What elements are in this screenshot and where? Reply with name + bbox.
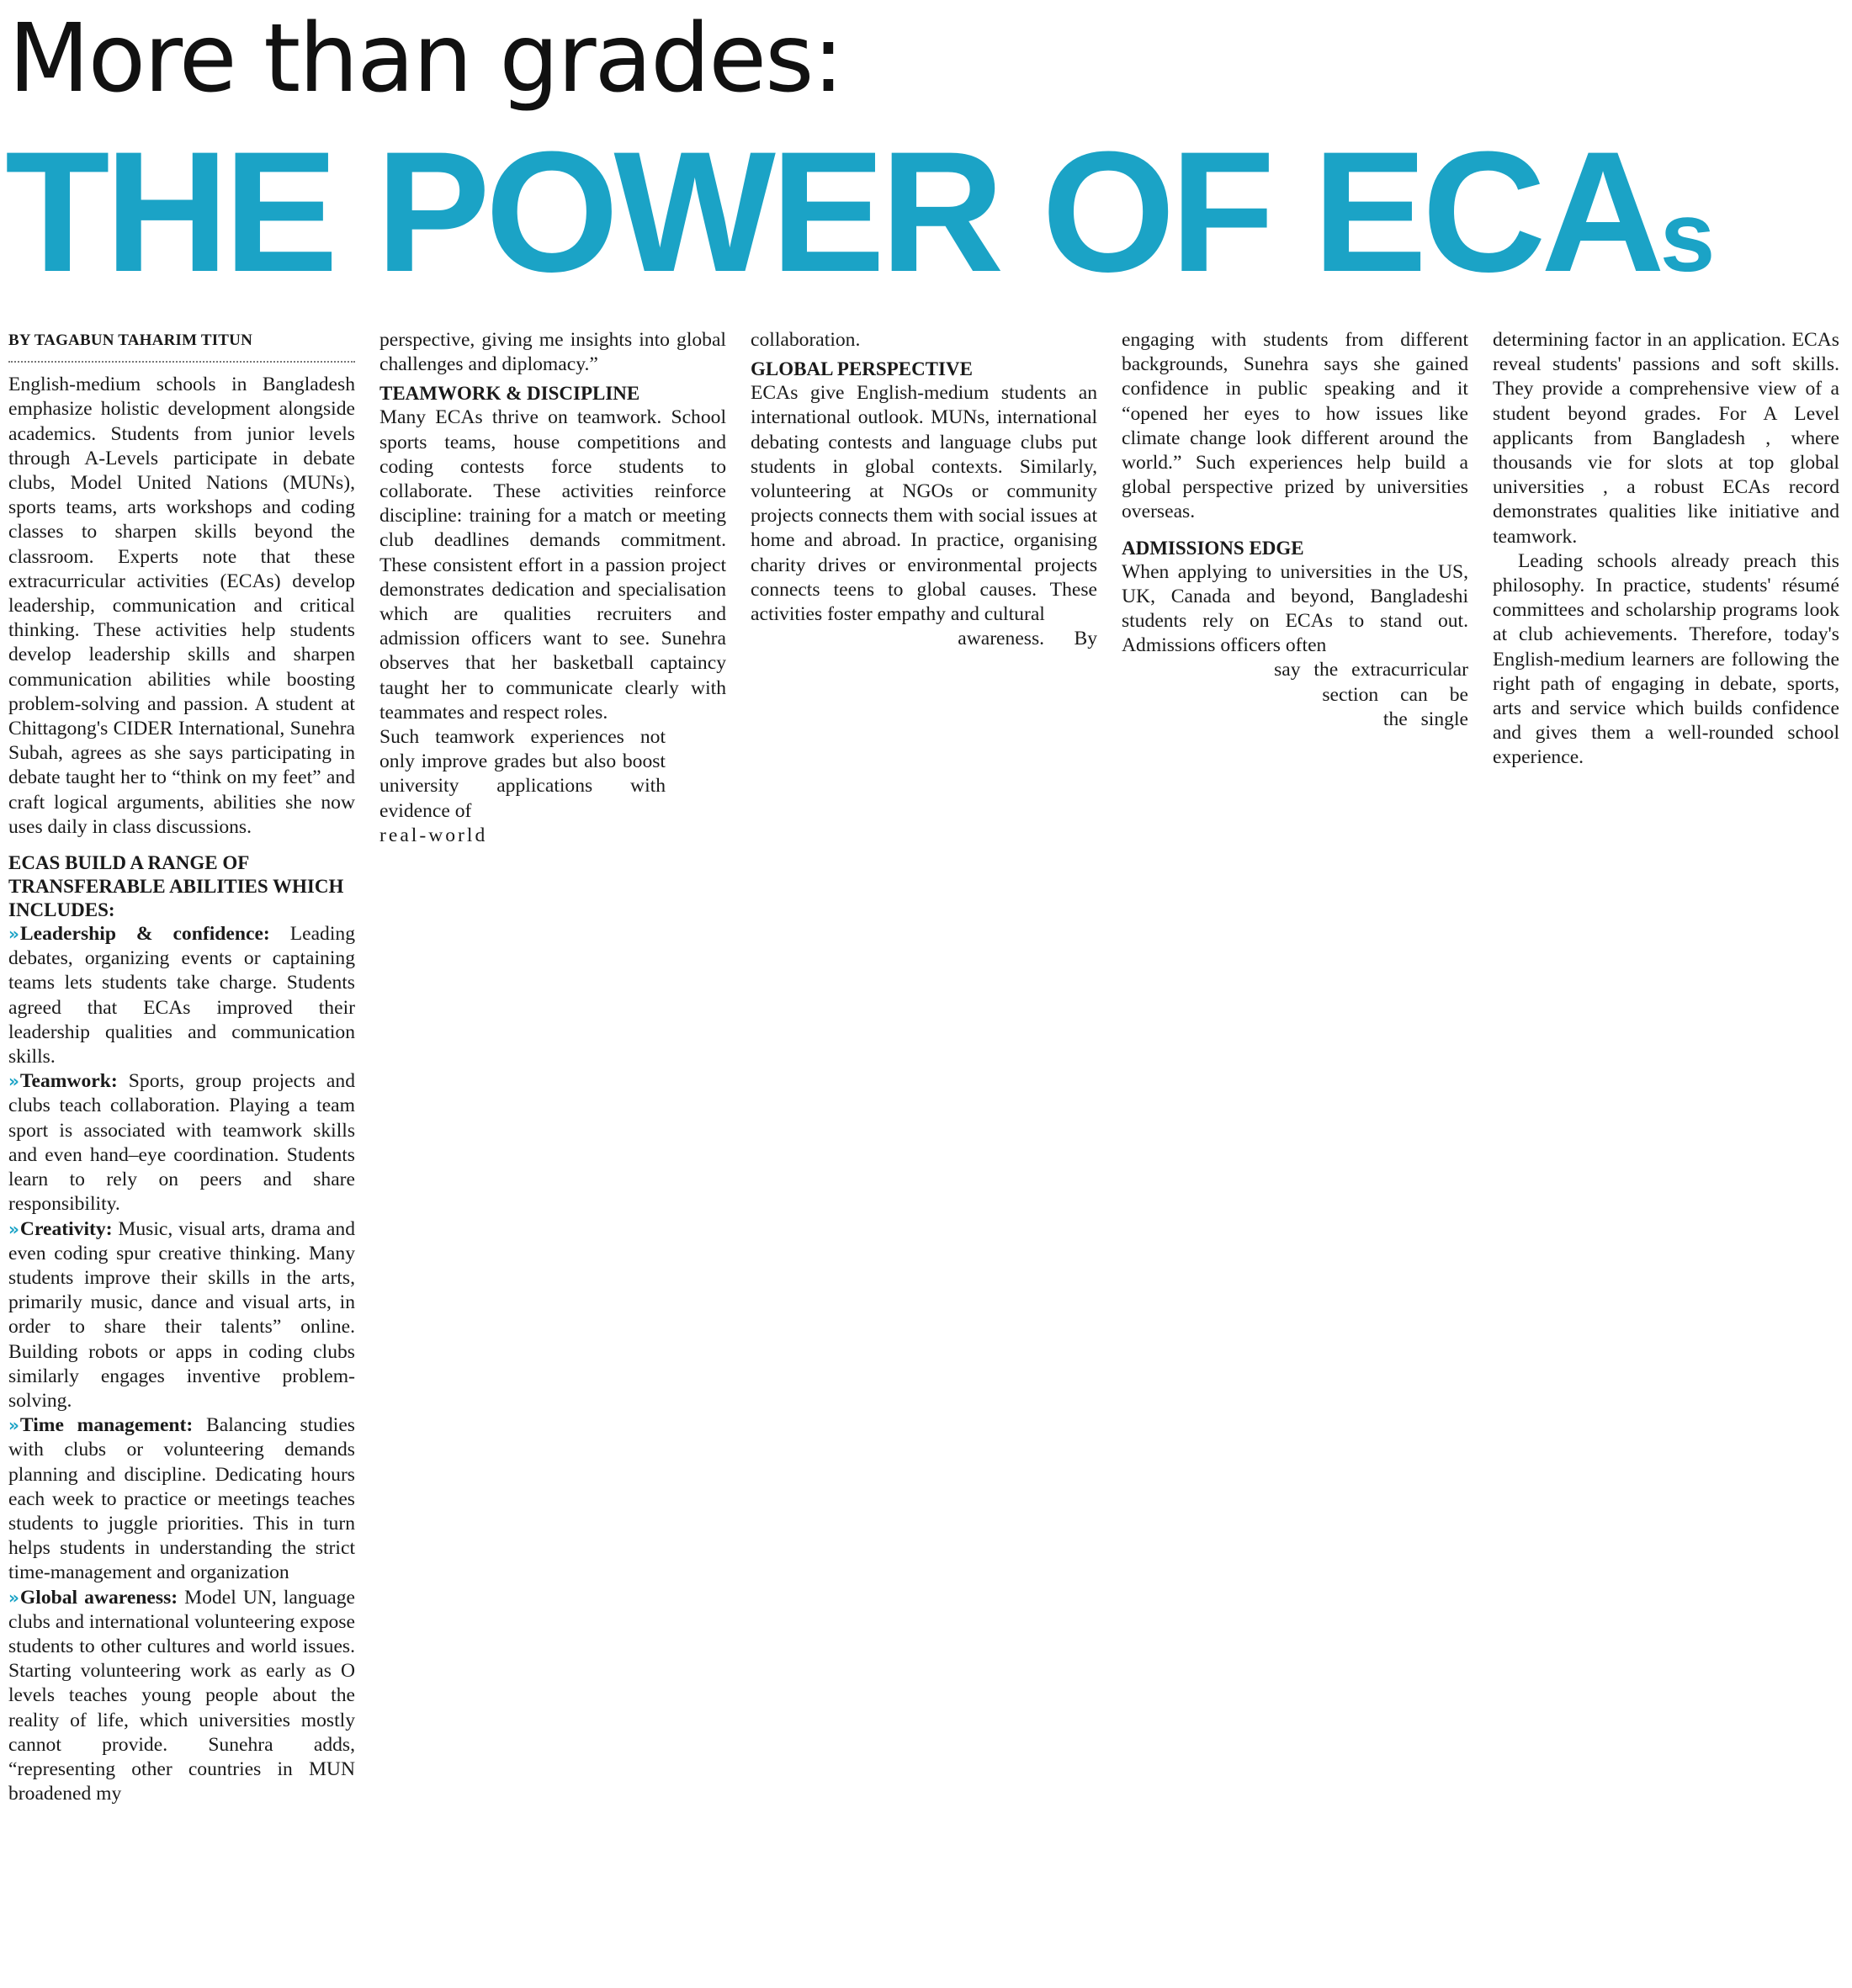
bullet-label: Time management: — [19, 1414, 194, 1437]
column-5 — [1493, 328, 1839, 771]
bullet-label: Global awareness: — [19, 1586, 178, 1609]
bullet-global-awareness — [8, 1586, 355, 1807]
continuation-paragraph: perspective, giving me insights into global challenges and diplomacy.” — [379, 329, 726, 376]
bullet-label: Creativity: — [19, 1217, 113, 1240]
chevron-icon: » — [8, 924, 17, 945]
global-perspective-paragraph: ECAs give English-medium students an international outlook. MUNs, international debating contests and language clubs put students in global contexts. Similarly, volunteering at NGOs or community projects connects them with social issues at home and abroad. In practice, organising charity drives or environmental projects connects teens to global causes. These activities foster empathy and cultural — [751, 382, 1097, 626]
bullet-creativity — [8, 1217, 355, 1414]
admissions-tail-2: section can be — [1322, 683, 1468, 706]
teamwork-tail-last: real-world — [379, 824, 488, 846]
bullet-text: Music, visual arts, drama and even coding spur creative thinking. Many students improve their skills in the arts, primarily music, dance and visual arts, in order to share their talents” online. Building robots or apps in coding clubs similarly engages inventive problem-solving. — [8, 1217, 355, 1412]
global-perspective-tail: awareness. By — [958, 628, 1097, 650]
headline-main: THE POWER OF ECA — [5, 116, 1660, 308]
chevron-icon: » — [8, 1071, 17, 1092]
continuation-paragraph: determining factor in an application. ECAs reveal students' passions and soft skills. They provide a comprehensive view of a student beyond grades. For A Level applicants from Bangladesh , where thousands vie for slots at top global universities , a robust ECAs record demonstrates qualities like initiative and teamwork. — [1493, 329, 1839, 548]
closing-paragraph: Leading schools already preach this philosophy. In practice, students' résumé committees and scholarship programs look at club achievements. Therefore, today's English-medium learners are following the right path of engaging in debate, sports, arts and service which builds confidence and gives them a well-rounded school experience. — [1493, 549, 1839, 769]
subhead-transferable-abilities: ECAS BUILD A RANGE OF TRANSFERABLE ABILITIES WHICH INCLUDES: — [8, 852, 344, 921]
continuation-paragraph: collaboration. — [751, 329, 861, 351]
column-2 — [379, 328, 726, 848]
bullet-text: Balancing studies with clubs or volunteering demands planning and discipline. Dedicating hours each week to practice or meetings teaches students to juggle priorities. This in turn helps students in understanding the strict time-management and organization — [8, 1414, 355, 1584]
admissions-tail-3: the single — [1382, 708, 1468, 730]
admissions-tail-1: say the extracurricular — [1274, 659, 1468, 681]
headline — [5, 116, 1716, 308]
chevron-icon: » — [8, 1587, 17, 1608]
continuation-paragraph: engaging with students from different backgrounds, Sunehra says she gained confidence in public speaking and it “opened her eyes to how issues like climate change look different around the world.” Such experiences help build a global perspective prized by universities overseas. — [1122, 329, 1468, 523]
chevron-icon: » — [8, 1218, 17, 1239]
column-1 — [8, 328, 355, 1806]
column-3 — [751, 328, 1097, 651]
bullet-text: Leading debates, organizing events or captaining teams lets students take charge. Students agreed that ECAs improved their leadership qualities and communication skills. — [8, 923, 355, 1068]
bullet-label: Teamwork: — [19, 1070, 118, 1093]
subhead-admissions-edge: ADMISSIONS EDGE — [1122, 537, 1304, 559]
bullet-text: Sports, group projects and clubs teach collaboration. Playing a team sport is associated with teamwork skills and even hand–eye coordination. Students learn to rely on peers and share responsibility. — [8, 1070, 355, 1216]
headline-suffix: s — [1659, 182, 1716, 293]
intro-paragraph: English-medium schools in Bangladesh emphasize holistic development alongside academics. Students from junior levels through A-Levels participate in debate clubs, Model United Nations (MUNs), sports teams, arts workshops and coding classes to sharpen skills beyond the classroom. Experts note that these extracurricular activities (ECAs) develop leadership, communication and critical thinking. These activities help students develop leadership skills and sharpen communication abilities while boosting problem-solving and passion. A student at Chittagong's CIDER International, Sunehra Subah, agrees as she says participating in debate taught her to “think on my feet” and craft logical arguments, abilities she now uses daily in class discussions. — [8, 374, 355, 838]
bullet-teamwork — [8, 1069, 355, 1217]
bullet-label: Leadership & confidence: — [19, 923, 270, 946]
byline: BY TAGABUN TAHARIM TITUN — [8, 328, 355, 363]
column-4 — [1122, 328, 1468, 732]
bullet-text: Model UN, language clubs and international volunteering expose students to other cultures and world issues. Starting volunteering work as early as O levels teaches young people about the reality of life, which universities mostly cannot provide. Sunehra adds, “representing other countries in MUN broadened my — [8, 1586, 355, 1805]
teamwork-paragraph: Many ECAs thrive on teamwork. School sports teams, house competitions and coding contests force students to collaborate. These activities reinforce discipline: training for a match or meeting club deadlines demands commitment. These consistent effort in a passion project demonstrates dedication and specialisation which are qualities recruiters and admission officers want to see. Sunehra observes that her basketball captaincy taught her to communicate clearly with teammates and respect roles. — [379, 406, 726, 724]
teamwork-tail: Such teamwork experiences not only improve grades but also boost university applications with evidence of — [379, 726, 666, 822]
admissions-paragraph: When applying to universities in the US, UK, Canada and beyond, Bangladeshi students rely on ECAs to stand out. Admissions officers often — [1122, 560, 1468, 657]
subhead-teamwork-discipline: TEAMWORK & DISCIPLINE — [379, 383, 640, 405]
bullet-time-management — [8, 1413, 355, 1585]
chevron-icon: » — [8, 1415, 17, 1436]
subhead-global-perspective: GLOBAL PERSPECTIVE — [751, 358, 973, 380]
bullet-leadership — [8, 922, 355, 1069]
kicker: More than grades: — [8, 4, 843, 114]
